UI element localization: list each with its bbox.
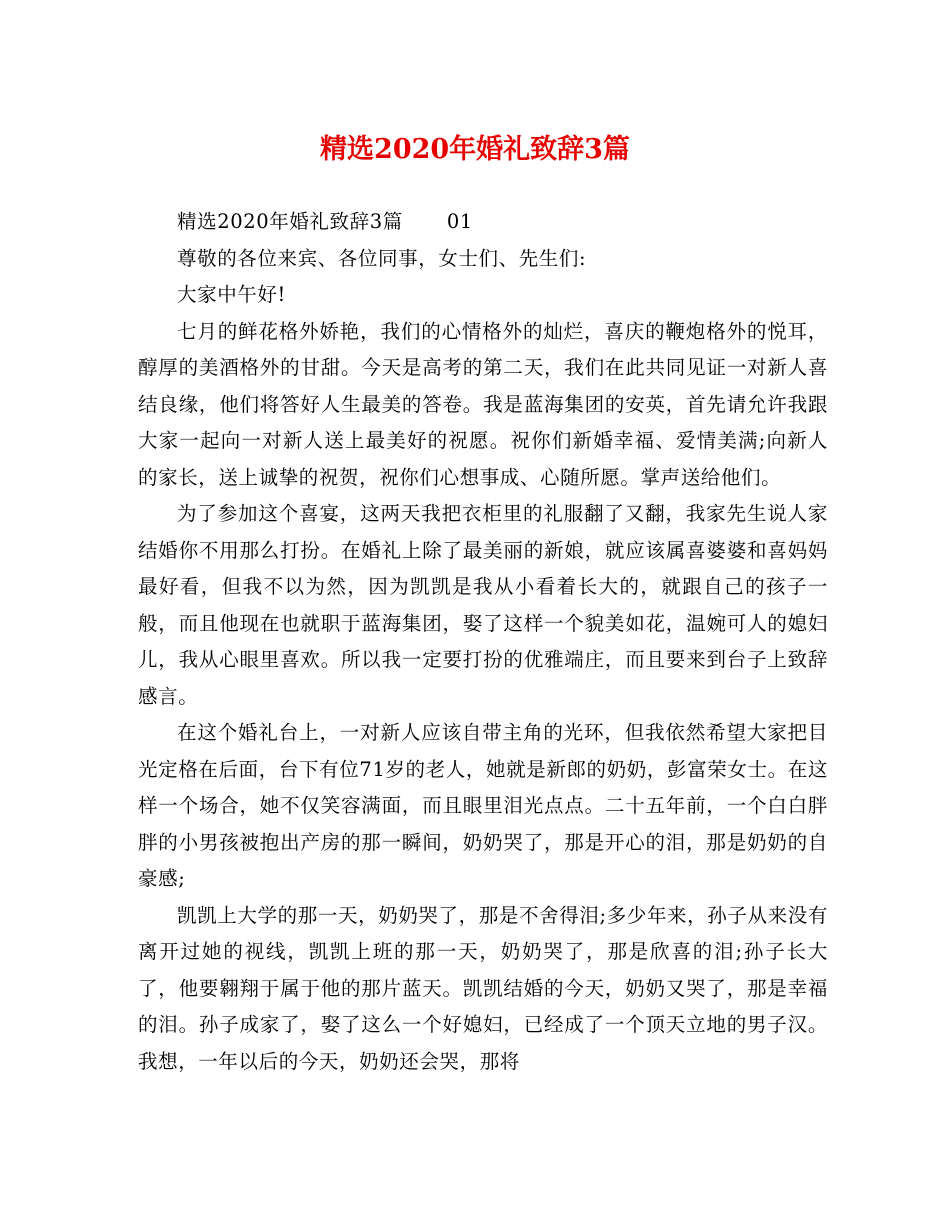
paragraph: 七月的鲜花格外娇艳，我们的心情格外的灿烂，喜庆的鞭炮格外的悦耳，醇厚的美酒格外的甘甜。今天是高考的第二天，我们在此共同见证一对新人喜结良缘，他们将答好人生最美的答卷。我是蓝海集团的安英，首先请允许我跟大家一起向一对新人送上最美好的祝愿。祝你们新婚幸福、爱情美满;向新人的家长，送上诚挚的祝贺，祝你们心想事成、心随所愿。掌声送给他们。 bbox=[138, 319, 828, 489]
section-number: 01 bbox=[446, 210, 473, 233]
document-body bbox=[138, 204, 828, 1080]
paragraph: 在这个婚礼台上，一对新人应该自带主角的光环，但我依然希望大家把目光定格在后面，台下有位71岁的老人，她就是新郎的奶奶，彭富荣女士。在这样一个场合，她不仅笑容满面，而且眼里泪光点点。二十五年前，一个白白胖胖的小男孩被抱出产房的那一瞬间，奶奶哭了，那是开心的泪，那是奶奶的自豪感; bbox=[138, 721, 828, 890]
paragraph: 凯凯上大学的那一天，奶奶哭了，那是不舍得泪;多少年来，孙子从来没有离开过她的视线，凯凯上班的那一天，奶奶哭了，那是欣喜的泪;孙子长大了，他要翱翔于属于他的那片蓝天。凯凯结婚的今天，奶奶又哭了，那是幸福的泪。孙子成家了，娶了这么一个好媳妇，已经成了一个顶天立地的男子汉。我想，一年以后的今天，奶奶还会哭，那将 bbox=[138, 903, 828, 1073]
paragraph: 为了参加这个喜宴，这两天我把衣柜里的礼服翻了又翻，我家先生说人家结婚你不用那么打扮。在婚礼上除了最美丽的新娘，就应该属喜婆婆和喜妈妈最好看，但我不以为然，因为凯凯是我从小看着长大的，就跟自己的孩子一般，而且他现在也就职于蓝海集团，娶了这样一个貌美如花，温婉可人的媳妇儿，我从心眼里喜欢。所以我一定要打扮的优雅端庄，而且要来到台子上致辞感言。 bbox=[138, 502, 828, 708]
section-heading-line bbox=[138, 204, 828, 241]
paragraph-salutation: 尊敬的各位来宾、各位同事，女士们、先生们: bbox=[177, 246, 587, 270]
document-title: 精选2020年婚礼致辞3篇 bbox=[320, 134, 630, 165]
paragraph-greeting: 大家中午好! bbox=[177, 283, 286, 306]
section-heading: 精选2020年婚礼致辞3篇 bbox=[177, 210, 403, 233]
